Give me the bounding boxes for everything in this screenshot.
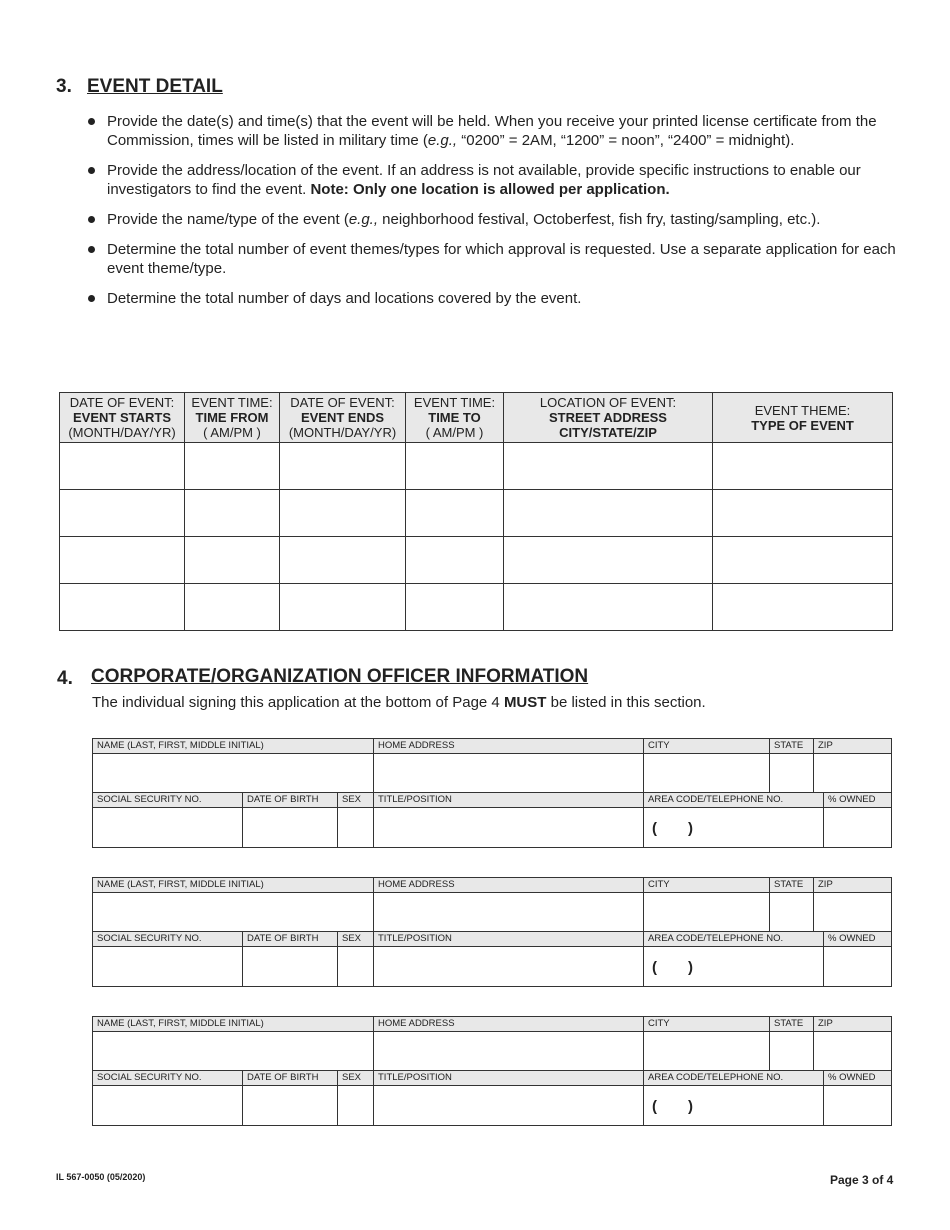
owned-label: % OWNED [824, 793, 891, 808]
phone-paren-open: ( [652, 820, 657, 837]
sex-label: SEX [338, 793, 374, 808]
page-number: Page 3 of 4 [830, 1173, 894, 1187]
header-event-theme: EVENT THEME: TYPE OF EVENT [713, 393, 893, 443]
phone-paren-close: ) [688, 959, 693, 976]
city-label: CITY [644, 1017, 770, 1032]
sex-field[interactable] [338, 947, 374, 986]
section-4-intro: The individual signing this application at the bottom of Page 4 MUST be listed in this section. [92, 694, 706, 711]
table-row [60, 490, 893, 537]
zip-field[interactable] [814, 754, 891, 793]
city-field[interactable] [644, 893, 770, 932]
sex-label: SEX [338, 932, 374, 947]
dob-field[interactable] [243, 808, 338, 847]
table-cell[interactable] [280, 584, 406, 631]
phone-paren-close: ) [688, 1098, 693, 1115]
dob-field[interactable] [243, 947, 338, 986]
instruction-item: Provide the address/location of the event. If an address is not available, provide specific instructions to enable our investigators to find the event. Note: Only one location is allowed per application. [86, 161, 898, 199]
section-3-number: 3. [56, 76, 72, 97]
table-cell[interactable] [280, 443, 406, 490]
state-field[interactable] [770, 1032, 814, 1071]
table-cell[interactable] [60, 584, 185, 631]
instruction-item: Provide the name/type of the event (e.g., neighborhood festival, Octoberfest, fish fry, tasting/sampling, etc.). [86, 210, 898, 229]
table-cell[interactable] [185, 490, 280, 537]
header-time-to: EVENT TIME: TIME TO ( AM/PM ) [406, 393, 504, 443]
phone-field[interactable] [644, 947, 824, 986]
home-address-field[interactable] [374, 893, 644, 932]
state-field[interactable] [770, 754, 814, 793]
section-4-title: CORPORATE/ORGANIZATION OFFICER INFORMATION [91, 666, 589, 687]
phone-label: AREA CODE/TELEPHONE NO. [644, 1071, 824, 1086]
header-location: LOCATION OF EVENT: STREET ADDRESS CITY/STATE/ZIP [504, 393, 713, 443]
table-cell[interactable] [406, 537, 504, 584]
table-cell[interactable] [504, 584, 713, 631]
zip-label: ZIP [814, 1017, 891, 1032]
name-field[interactable] [93, 754, 374, 793]
table-cell[interactable] [280, 537, 406, 584]
phone-paren-close: ) [688, 820, 693, 837]
section-4-number: 4. [57, 668, 73, 689]
table-cell[interactable] [713, 537, 893, 584]
sex-field[interactable] [338, 1086, 374, 1125]
city-field[interactable] [644, 1032, 770, 1071]
city-label: CITY [644, 878, 770, 893]
ssn-label: SOCIAL SECURITY NO. [93, 793, 243, 808]
table-cell[interactable] [185, 584, 280, 631]
title-field[interactable] [374, 1086, 644, 1125]
ssn-label: SOCIAL SECURITY NO. [93, 1071, 243, 1086]
dob-label: DATE OF BIRTH [243, 932, 338, 947]
officer-block [92, 738, 892, 848]
title-field[interactable] [374, 808, 644, 847]
table-cell[interactable] [60, 537, 185, 584]
home-address-field[interactable] [374, 754, 644, 793]
instructions-list [86, 112, 898, 319]
table-row [60, 584, 893, 631]
state-field[interactable] [770, 893, 814, 932]
title-label: TITLE/POSITION [374, 932, 644, 947]
table-row [60, 537, 893, 584]
name-field[interactable] [93, 1032, 374, 1071]
city-label: CITY [644, 739, 770, 754]
table-cell[interactable] [504, 443, 713, 490]
phone-label: AREA CODE/TELEPHONE NO. [644, 932, 824, 947]
phone-label: AREA CODE/TELEPHONE NO. [644, 793, 824, 808]
table-cell[interactable] [60, 443, 185, 490]
table-cell[interactable] [406, 490, 504, 537]
table-cell[interactable] [504, 490, 713, 537]
name-label: NAME (LAST, FIRST, MIDDLE INITIAL) [93, 878, 374, 893]
zip-label: ZIP [814, 878, 891, 893]
table-cell[interactable] [280, 490, 406, 537]
home-address-label: HOME ADDRESS [374, 1017, 644, 1032]
table-cell[interactable] [713, 490, 893, 537]
zip-field[interactable] [814, 893, 891, 932]
instruction-item: Determine the total number of event themes/types for which approval is requested. Use a separate application for each event theme/type. [86, 240, 898, 278]
owned-field[interactable] [824, 947, 891, 986]
event-detail-table [59, 392, 893, 631]
phone-field[interactable] [644, 1086, 824, 1125]
home-address-label: HOME ADDRESS [374, 739, 644, 754]
title-label: TITLE/POSITION [374, 793, 644, 808]
home-address-field[interactable] [374, 1032, 644, 1071]
table-header-row [60, 393, 893, 443]
ssn-field[interactable] [93, 808, 243, 847]
header-event-ends: DATE OF EVENT: EVENT ENDS (MONTH/DAY/YR) [280, 393, 406, 443]
zip-field[interactable] [814, 1032, 891, 1071]
table-cell[interactable] [504, 537, 713, 584]
ssn-label: SOCIAL SECURITY NO. [93, 932, 243, 947]
table-cell[interactable] [406, 584, 504, 631]
name-label: NAME (LAST, FIRST, MIDDLE INITIAL) [93, 739, 374, 754]
table-cell[interactable] [713, 443, 893, 490]
dob-label: DATE OF BIRTH [243, 793, 338, 808]
phone-paren-open: ( [652, 959, 657, 976]
phone-field[interactable] [644, 808, 824, 847]
title-field[interactable] [374, 947, 644, 986]
phone-paren-open: ( [652, 1098, 657, 1115]
table-cell[interactable] [185, 443, 280, 490]
form-id: IL 567-0050 (05/2020) [56, 1172, 146, 1182]
table-cell[interactable] [406, 443, 504, 490]
sex-field[interactable] [338, 808, 374, 847]
table-cell[interactable] [60, 490, 185, 537]
ssn-field[interactable] [93, 1086, 243, 1125]
instruction-item: Determine the total number of days and locations covered by the event. [86, 289, 898, 308]
name-field[interactable] [93, 893, 374, 932]
state-label: STATE [770, 1017, 814, 1032]
zip-label: ZIP [814, 739, 891, 754]
table-cell[interactable] [185, 537, 280, 584]
owned-field[interactable] [824, 1086, 891, 1125]
officer-block [92, 877, 892, 987]
name-label: NAME (LAST, FIRST, MIDDLE INITIAL) [93, 1017, 374, 1032]
dob-field[interactable] [243, 1086, 338, 1125]
city-field[interactable] [644, 754, 770, 793]
header-time-from: EVENT TIME: TIME FROM ( AM/PM ) [185, 393, 280, 443]
sex-label: SEX [338, 1071, 374, 1086]
table-cell[interactable] [713, 584, 893, 631]
owned-label: % OWNED [824, 1071, 891, 1086]
state-label: STATE [770, 878, 814, 893]
section-3-title: EVENT DETAIL [87, 76, 223, 97]
title-label: TITLE/POSITION [374, 1071, 644, 1086]
header-event-starts: DATE OF EVENT: EVENT STARTS (MONTH/DAY/YR) [60, 393, 185, 443]
owned-label: % OWNED [824, 932, 891, 947]
dob-label: DATE OF BIRTH [243, 1071, 338, 1086]
state-label: STATE [770, 739, 814, 754]
officer-block [92, 1016, 892, 1126]
owned-field[interactable] [824, 808, 891, 847]
home-address-label: HOME ADDRESS [374, 878, 644, 893]
ssn-field[interactable] [93, 947, 243, 986]
table-row [60, 443, 893, 490]
instruction-item: Provide the date(s) and time(s) that the event will be held. When you receive your printed license certificate from the Commission, times will be listed in military time (e.g., “0200” = 2AM, “1200” = noon”, “2400” = midnight). [86, 112, 898, 150]
